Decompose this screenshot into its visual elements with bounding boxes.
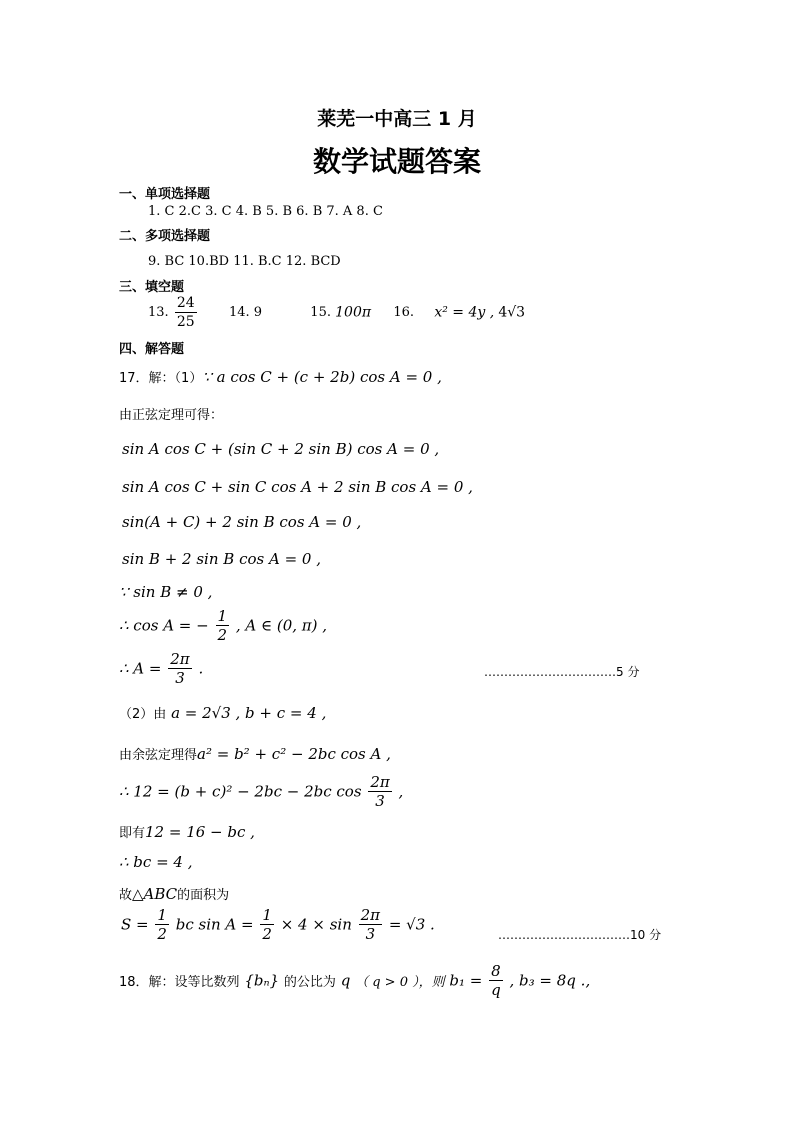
q17-area-pre: 故 [119, 888, 133, 903]
q18-condition: （ q > 0 ），则 [355, 975, 445, 990]
q17-step9 [119, 822, 255, 841]
fraction-denominator: 2 [157, 925, 167, 943]
q17-area-intro [119, 884, 229, 903]
law-of-cosines-note: 由余弦定理得 [119, 748, 198, 763]
law-of-cosines-line [119, 744, 391, 763]
q16-value-b: 4√3 [498, 304, 526, 321]
multi-choice-answers: 9. BC 10.BD 11. B.C 12. BCD [148, 254, 341, 269]
q17-step1: sin A cos C + (sin C + 2 sin B) cos A = 0 , [122, 440, 440, 458]
q14-answer: 14. 9 [228, 305, 263, 320]
fraction-numerator: 2π [370, 773, 390, 791]
q17-label: 17．解：（1） [119, 371, 203, 386]
section-multi-choice: 二、多项选择题 [119, 229, 211, 244]
q17-step6-post: , A ∈ (0, π) , [235, 616, 328, 635]
q15-label: 15. [310, 305, 331, 320]
score-dots: …………………………… [498, 928, 630, 942]
q17-step5: ∵ sin B ≠ 0 , [119, 583, 213, 601]
q17-step7-pre: ∴ A = [119, 659, 162, 678]
q18-b1-fraction [489, 962, 503, 999]
fraction-numerator: 8 [489, 962, 503, 981]
q17-step8 [119, 773, 403, 810]
q18-mid: 的公比为 [283, 975, 336, 990]
q17-step4: sin B + 2 sin B cos A = 0 , [122, 550, 321, 568]
q15-value: 100π [335, 304, 372, 321]
fraction-numerator: 1 [262, 906, 272, 924]
law-of-cosines-formula: a² = b² + c² − 2bc cos A , [197, 745, 391, 763]
q18-b1: b₁ = [449, 971, 483, 990]
q13-label: 13. [148, 305, 169, 320]
section-solutions: 四、解答题 [119, 342, 185, 357]
q18-sequence: {bₙ} [244, 971, 280, 990]
fraction-denominator: 2 [217, 626, 228, 644]
q17-step8-post: , [398, 782, 404, 801]
fill-blank-answers [148, 294, 525, 331]
q18-label: 18．解：设等比数列 [119, 975, 240, 990]
fraction-denominator: q [491, 981, 501, 999]
q17-step6-fraction [216, 607, 230, 644]
q17-header [119, 367, 442, 386]
triangle-abc: △ABC [132, 885, 178, 903]
single-choice-answers: 1. C 2.C 3. C 4. B 5. B 6. B 7. A 8. C [148, 204, 383, 219]
q17-step3: sin(A + C) + 2 sin B cos A = 0 , [122, 513, 362, 531]
q17-area-formula [121, 906, 435, 943]
q16-value-a: x² = 4y , [434, 304, 495, 321]
score-value: 10 分 [630, 928, 662, 942]
q17-step2: sin A cos C + sin C cos A + 2 sin B cos A = 0 , [122, 478, 473, 496]
q17-part2-given: a = 2√3 , b + c = 4 , [171, 704, 327, 722]
q18-b3: , b₃ = 8q ., [509, 971, 591, 990]
q18-header [119, 962, 590, 999]
fraction-numerator: 1 [157, 906, 167, 924]
area-fraction-2 [260, 906, 274, 943]
fraction-denominator: 3 [365, 925, 376, 943]
score-dots: …………………………… [484, 665, 616, 679]
score-marker-5 [484, 661, 639, 680]
q13-denominator: 25 [176, 314, 195, 330]
q17-step10: ∴ bc = 4 , [119, 853, 193, 871]
fraction-denominator: 2 [262, 925, 272, 943]
q17-step7-post: . [198, 659, 204, 678]
score-value: 5 分 [616, 665, 640, 679]
q18-ratio: q [340, 971, 351, 990]
area-lhs: S = [121, 915, 149, 934]
area-times: × 4 × sin [280, 915, 352, 934]
q17-step9-pre: 即有 [119, 826, 146, 841]
fraction-denominator: 3 [375, 792, 385, 810]
q16-label: 16. [393, 305, 415, 320]
q13-fraction [175, 294, 197, 331]
q17-area-post: 的面积为 [177, 888, 230, 903]
title-line2: 数学试题答案 [312, 145, 481, 178]
area-result: = √3 . [388, 915, 435, 934]
score-marker-10 [498, 924, 661, 943]
section-fill-blank: 三、填空题 [119, 280, 185, 295]
q17-step8-pre: ∴ 12 = (b + c)² − 2bc − 2bc cos [119, 782, 362, 801]
q17-step6-pre: ∴ cos A = − [119, 616, 209, 635]
area-fraction-3 [359, 906, 382, 943]
fraction-numerator: 1 [217, 607, 228, 625]
section-single-choice: 一、单项选择题 [119, 187, 211, 202]
q17-step9-expr: 12 = 16 − bc , [145, 823, 255, 841]
q17-part2-header [119, 703, 326, 722]
q17-step8-fraction [368, 773, 391, 810]
q17-step6 [119, 607, 327, 644]
fraction-numerator: 2π [170, 650, 190, 668]
q17-step7 [119, 650, 203, 687]
fraction-numerator: 2π [360, 906, 381, 924]
title-line1: 莱芜一中高三 1 月 [317, 108, 477, 130]
area-mid: bc sin A = [175, 915, 254, 934]
q13-numerator: 24 [176, 295, 195, 311]
area-fraction-1 [155, 906, 169, 943]
law-of-sines-note: 由正弦定理可得： [119, 408, 224, 423]
fraction-denominator: 3 [175, 669, 185, 687]
q17-step7-fraction [168, 650, 191, 687]
q17-given: ∵ a cos C + (c + 2b) cos A = 0 , [202, 368, 442, 386]
q17-part2-label: （2）由 [119, 707, 167, 722]
